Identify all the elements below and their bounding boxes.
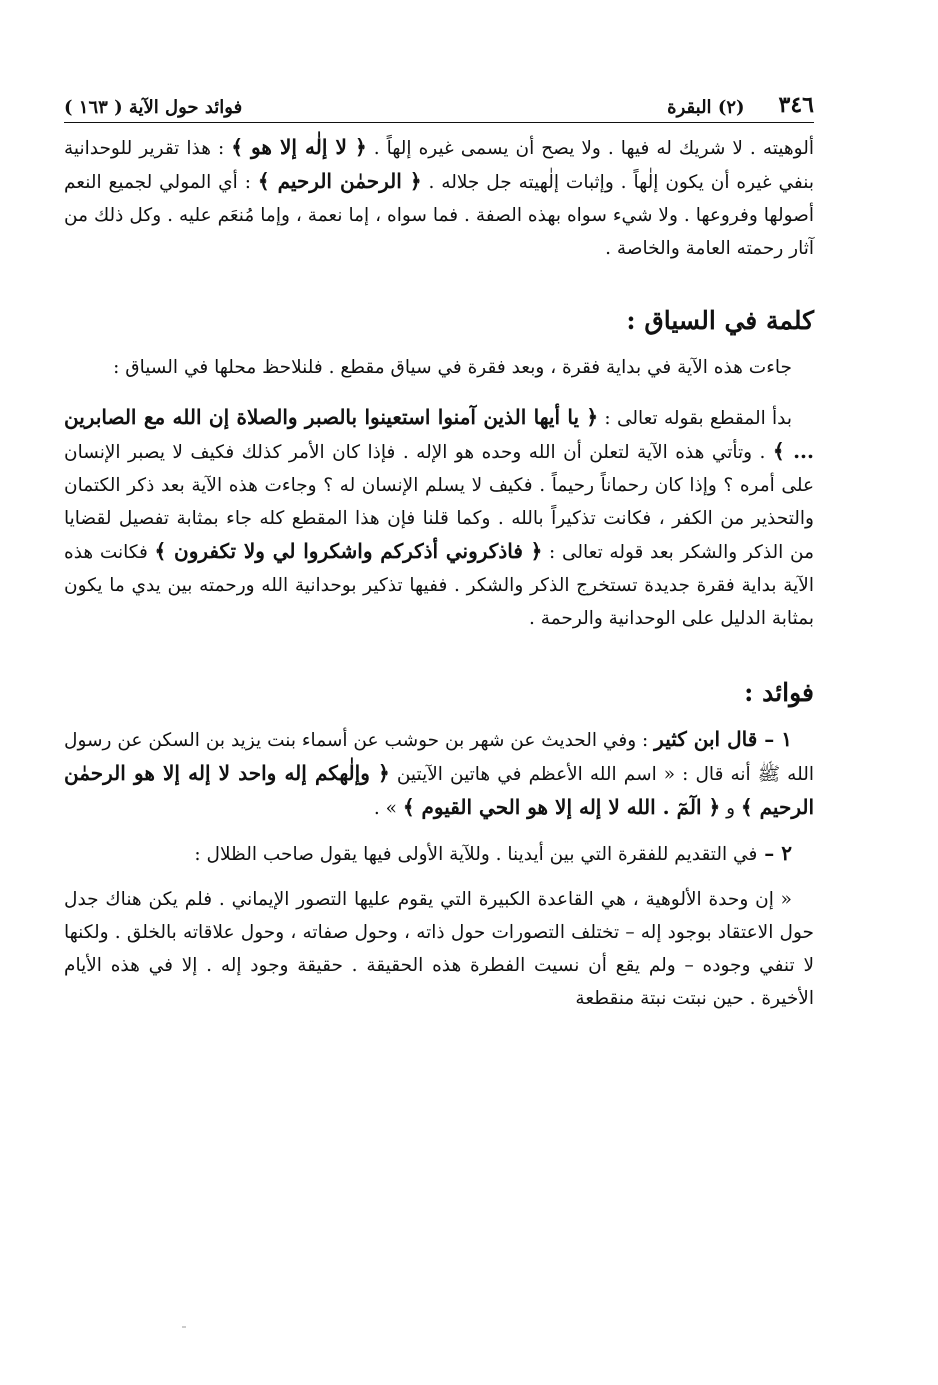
running-header (64, 92, 814, 123)
surah-name: (٢) البقرة (667, 97, 745, 118)
page-number: ٣٤٦ (778, 92, 814, 118)
quran-quote: ﴿ الٓمٓ . الله لا إله إلا هو الحي القيوم ﴾ (402, 795, 721, 819)
benefit-number: ١ – (757, 727, 792, 751)
context-text-1: بدأ المقطع بقوله تعالى : (598, 408, 793, 429)
header-right (667, 92, 814, 118)
benefit-text-1: : وفي الحديث عن شهر بن حوشب عن أسماء بنت يزيد بن السكن عن رسول الله ﷺ أنه قال : « اسم الله الأعظم في هاتين الآيتين (64, 730, 815, 785)
benefit-1 (64, 723, 814, 825)
context-text-3: فكانت هذه الآية بداية فقرة جديدة تستخرج الذكر والشكر . ففيها تذكير بوحدانية الله ورحمته بين يدي ما يكون بمثابة الدليل على الوحدانية والرحمة . (64, 542, 814, 629)
section-title-benefits: فوائد : (744, 678, 814, 707)
quran-quote: ﴿ لا إلٰه إلا هو ﴾ (231, 135, 367, 159)
quran-quote: ﴿ يا أيها الذين آمنوا استعينوا بالصبر والصلاة إن الله مع الصابرين ... ﴾ (64, 405, 814, 463)
quote-paragraph: « إن وحدة الألوهية ، هي القاعدة الكبيرة التي يقوم عليها التصور الإيماني . فلم يكن هناك جدل حول الاعتقاد بوجود إله – تختلف التصورات حول ذاته ، وحول صفاته ، وحول علاقاته بالخلق . ولكنها لا تنفي وجوده – ولم يقع أن نسيت الفطرة هذه الحقيقة . حقيقة وجود إله . إلا في هذه الأيام الأخيرة . حين نبتت نبتة منقطعة (64, 889, 814, 1009)
benefit-text-2: و (720, 798, 741, 819)
benefit-text: في التقديم للفقرة التي بين أيدينا . وللآية الأولى فيها يقول صاحب الظلال : (194, 844, 758, 865)
benefit-text-3: » . (373, 798, 403, 819)
intro-text-1: ألوهيته . لا شريك له فيها . ولا يصح أن يسمى غيره إلهاً . (366, 138, 814, 159)
quran-quote: ﴿ الرحمٰن الرحيم ﴾ (257, 169, 422, 193)
context-paragraph-1: جاءت هذه الآية في بداية فقرة ، وبعد فقرة في سياق مقطع . فلنلاحظ محلها في السياق : (113, 357, 792, 378)
context-paragraph-2 (64, 401, 814, 635)
intro-text-3: : أي المولي لجميع النعم أصولها وفروعها . ولا شيء سواه بهذه الصفة . فما سواه ، إما نعمة ، وإما مُنعَم عليه . وكل ذلك من آثار رحمته العامة والخاصة . (64, 172, 814, 259)
document-page (64, 92, 814, 1015)
section-title-context: كلمة في السياق : (626, 306, 814, 335)
quran-quote: ﴿ وإلٰهكم إله واحد لا إله إلا هو الرحمٰن الرحيم ﴾ (64, 761, 814, 819)
benefit-number: ٢ – (757, 841, 792, 865)
quran-quote: ﴿ فاذكروني أذكركم واشكروا لي ولا تكفرون ﴾ (154, 539, 543, 563)
benefit-2 (64, 837, 814, 871)
intro-text-2: : هذا تقرير للوحدانية بنفي غيره أن يكون إلٰهاً . وإثبات إلٰهيته جل جلاله . (64, 138, 815, 193)
scan-mark (182, 1326, 186, 1328)
header-topic: فوائد حول الآية ( ١٦٣ ) (64, 97, 243, 118)
context-text-2: . وتأتي هذه الآية لتعلن أن الله وحده هو الإله . فإذا كان الأمر كذلك فكيف لا يصبر الإنسان على أمره ؟ وإذا كان رحماناً رحيماً . فكيف لا يسلم الإنسان له ؟ وجاءت هذه الآية بعد ذكر الكتمان والتحذير من الكفر ، فكانت تذكيراً بالله . وكما قلنا فإن هذا المقطع كله جاء بمثابة تفصيل لقضايا من الذكر والشكر بعد قوله تعالى : (64, 442, 814, 563)
benefit-author: قال ابن كثير (654, 727, 758, 751)
intro-paragraph (64, 131, 814, 265)
